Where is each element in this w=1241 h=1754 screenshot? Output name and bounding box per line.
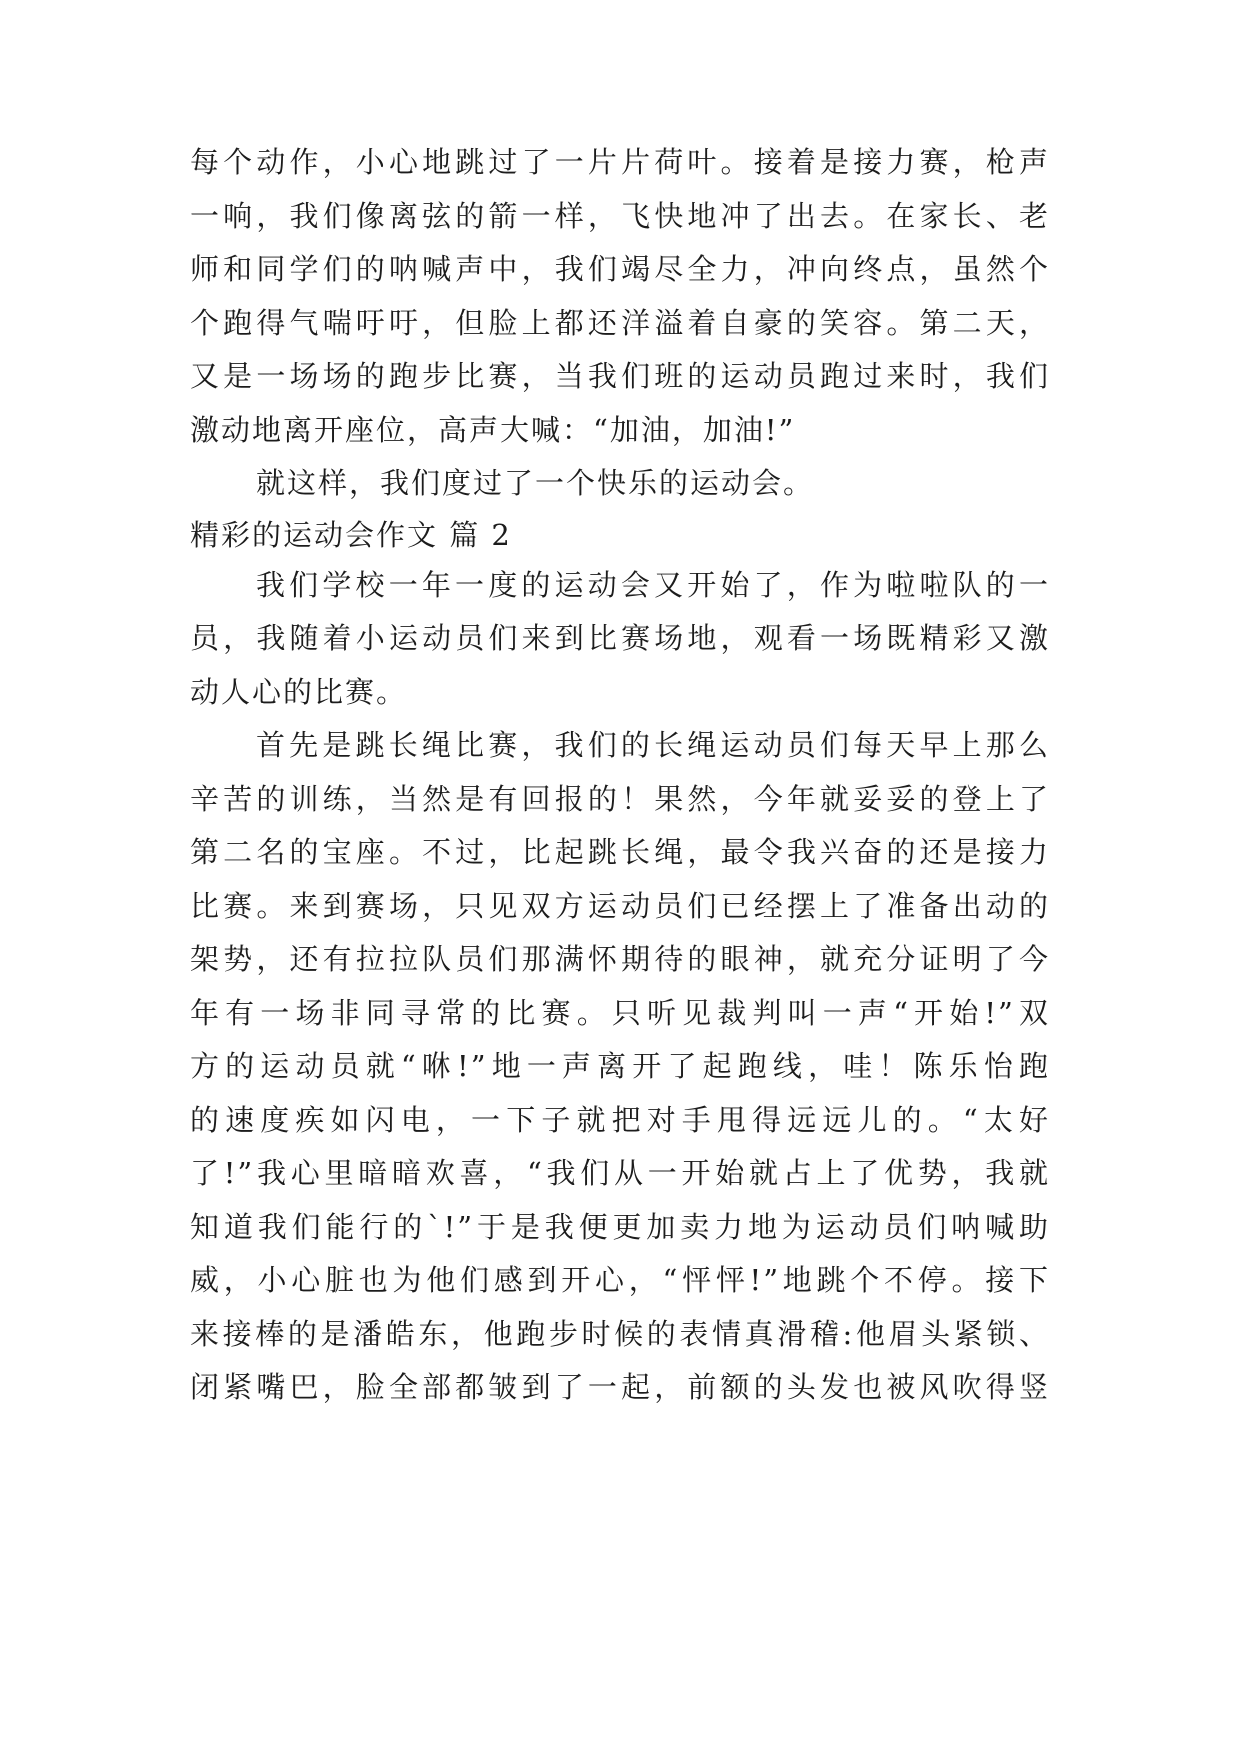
text-line: 首先是跳长绳比赛，我们的长绳运动员们每天早上那么: [256, 728, 1050, 762]
text-line: 威，小心脏也为他们感到开心，“怦怦!”地跳个不停。接下: [190, 1263, 1050, 1297]
text-line: 比赛。来到赛场，只见双方运动员们已经摆上了准备出动的: [190, 888, 1050, 923]
text-line: 我们学校一年一度的运动会又开始了，作为啦啦队的一: [256, 567, 1050, 602]
document-body: [190, 136, 1050, 1415]
text-line: 架势，还有拉拉队员们那满怀期待的眼神，就充分证明了今: [190, 942, 1050, 976]
text-line: 师和同学们的呐喊声中，我们竭尽全力，冲向终点，虽然个: [190, 252, 1050, 286]
text-line: 就这样，我们度过了一个快乐的运动会。: [256, 466, 815, 500]
text-line: 方的运动员就“咻!”地一声离开了起跑线，哇！陈乐怡跑: [190, 1049, 1050, 1083]
text-line: 一响，我们像离弦的箭一样，飞快地冲了出去。在家长、老: [190, 198, 1050, 233]
text-line: 来接棒的是潘皓东，他跑步时候的表情真滑稽:他眉头紧锁、: [190, 1316, 1050, 1351]
paragraph: [190, 719, 1050, 1415]
text-line: 又是一场场的跑步比赛，当我们班的运动员跑过来时，我们: [190, 359, 1050, 393]
section-heading: 精彩的运动会作文 篇 2: [190, 517, 512, 552]
paragraph: [190, 136, 1050, 457]
text-line: 年有一场非同寻常的比赛。只听见裁判叫一声“开始!”双: [190, 995, 1050, 1030]
paragraph: [190, 559, 1050, 720]
paragraph: [190, 457, 1050, 511]
text-line: 个跑得气喘吁吁，但脸上都还洋溢着自豪的笑容。第二天，: [190, 305, 1050, 340]
text-line: 闭紧嘴巴，脸全部都皱到了一起，前额的头发也被风吹得竖: [190, 1370, 1050, 1404]
text-line: 了!”我心里暗暗欢喜，“我们从一开始就占上了优势，我就: [190, 1156, 1050, 1190]
text-line: 第二名的宝座。不过，比起跳长绳，最令我兴奋的还是接力: [190, 835, 1050, 869]
text-line: 辛苦的训练，当然是有回报的！果然，今年就妥妥的登上了: [190, 781, 1050, 816]
text-line: 动人心的比赛。: [190, 674, 408, 709]
text-line: 的速度疾如闪电，一下子就把对手甩得远远儿的。“太好: [190, 1102, 1050, 1137]
text-line: 每个动作，小心地跳过了一片片荷叶。接着是接力赛，枪声: [190, 145, 1050, 179]
text-line: 激动地离开座位，高声大喊：“加油，加油!”: [190, 412, 796, 447]
text-line: 知道我们能行的`!”于是我便更加卖力地为运动员们呐喊助: [190, 1209, 1050, 1244]
text-line: 员，我随着小运动员们来到比赛场地，观看一场既精彩又激: [190, 621, 1050, 655]
